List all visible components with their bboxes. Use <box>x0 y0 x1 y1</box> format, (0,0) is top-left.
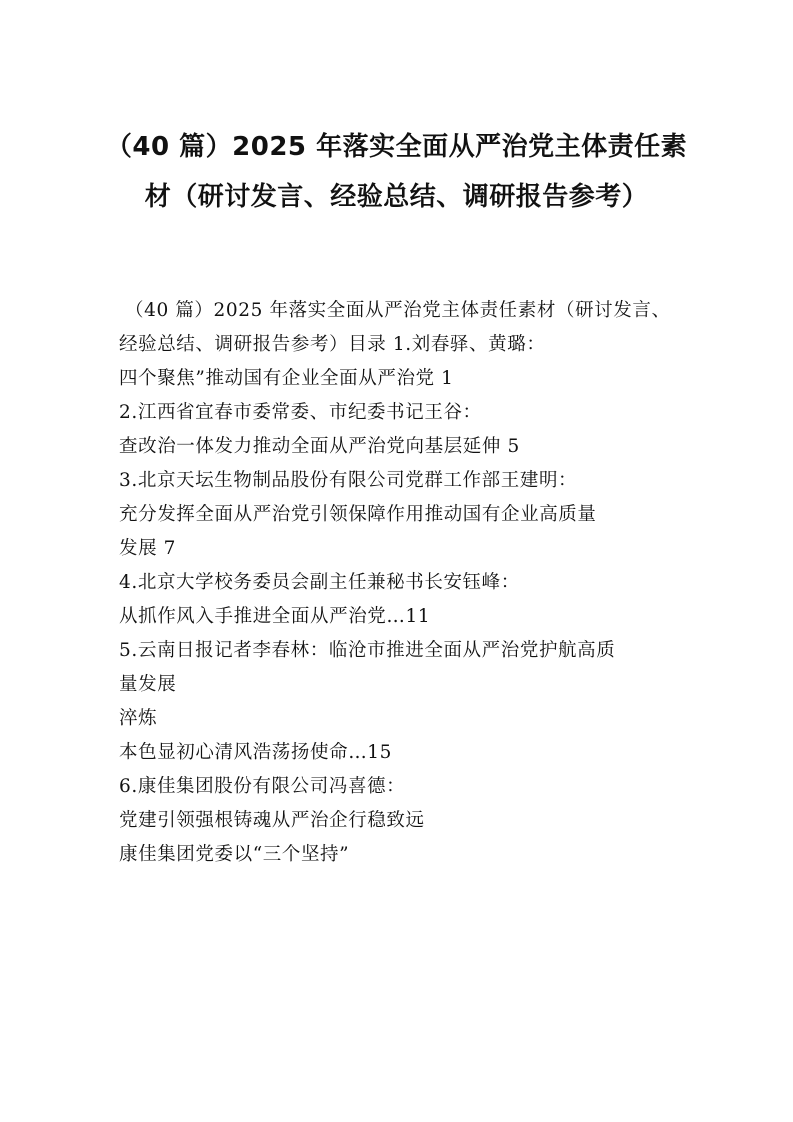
toc-line: 充分发挥全面从严治党引领保障作用推动国有企业高质量 <box>119 504 597 525</box>
toc-line: 3.北京天坛生物制品股份有限公司党群工作部王建明： <box>119 470 578 491</box>
toc-line: 本色显初心清风浩荡扬使命…15 <box>119 742 393 763</box>
intro-paragraph: （40 篇）2025 年落实全面从严治党主体责任素材（研讨发言、经验总结、调研报告参考）目录 1.刘春驿、黄璐： <box>119 300 671 355</box>
toc-line: 发展 7 <box>119 538 177 559</box>
toc-line: 6.康佳集团股份有限公司冯喜德： <box>119 776 406 797</box>
toc-line: 党建引领强根铸魂从严治企行稳致远 <box>119 810 425 831</box>
toc-line: 2.江西省宜春市委常委、市纪委书记王谷： <box>119 402 482 423</box>
toc-line: 从抓作风入手推进全面从严治党…11 <box>119 606 431 627</box>
toc-line: 康佳集团党委以“三个坚持” <box>119 844 350 865</box>
toc-line: 四个聚焦”推动国有企业全面从严治党 1 <box>119 368 454 389</box>
toc-line: 5.云南日报记者李春林：临沧市推进全面从严治党护航高质 <box>119 640 616 661</box>
toc-line: 淬炼 <box>119 708 158 729</box>
document-body <box>119 294 679 872</box>
toc-line: 4.北京大学校务委员会副主任兼秘书长安钰峰： <box>119 572 520 593</box>
toc-line: 量发展 <box>119 674 177 695</box>
toc-line: 查改治一体发力推动全面从严治党向基层延伸 5 <box>119 436 520 457</box>
document-title: （40 篇）2025 年落实全面从严治党主体责任素材（研讨发言、经验总结、调研报告参考） <box>105 132 688 212</box>
